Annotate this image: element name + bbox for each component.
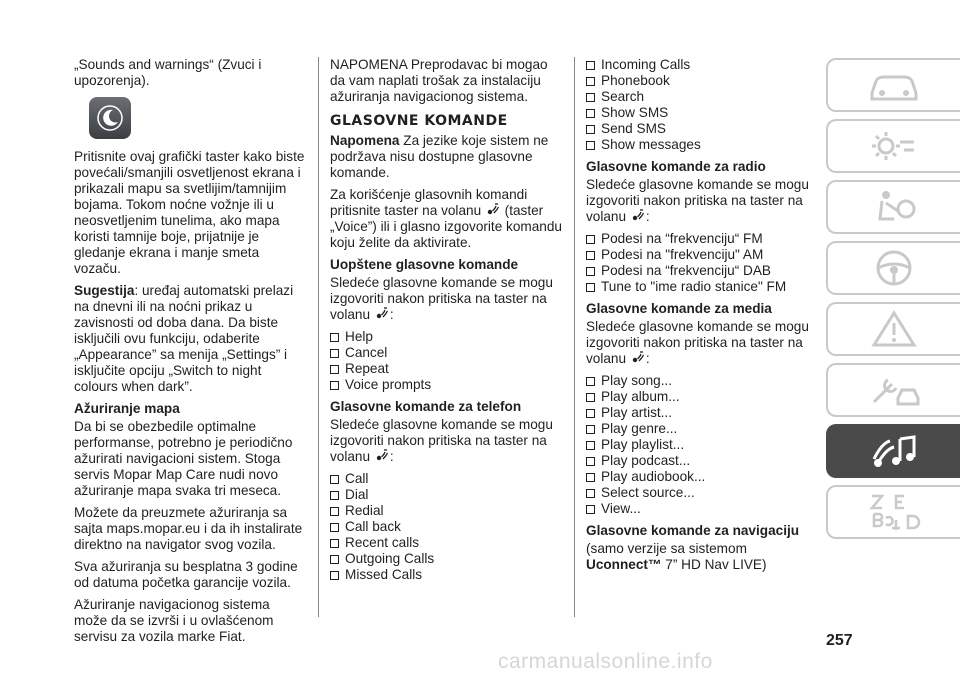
list-item — [586, 421, 811, 437]
column-2 — [330, 57, 562, 589]
checkbox-icon — [586, 77, 595, 86]
list-item-label: Voice prompts — [345, 377, 432, 392]
tab-emergency[interactable] — [826, 302, 960, 356]
nav-note — [586, 541, 811, 573]
checkbox-icon — [586, 235, 595, 244]
checkbox-icon — [586, 267, 595, 276]
tab-car[interactable] — [826, 58, 960, 112]
list-item-label: Play playlist... — [601, 437, 685, 452]
list-item — [586, 89, 811, 105]
phone-commands-intro: Sledeće glasovne komande se mogu izgovoriti nakon pritiska na taster na volanu — [330, 417, 553, 464]
list-item-label: Play podcast... — [601, 453, 691, 468]
radio-commands-intro: Sledeće glasovne komande se mogu izgovoriti nakon pritiska na taster na volanu — [586, 177, 809, 224]
general-commands-list — [330, 329, 562, 393]
list-item — [586, 373, 811, 389]
media-commands-list — [586, 373, 811, 517]
list-item-label: Play genre... — [601, 421, 678, 436]
list-item-label: View... — [601, 501, 641, 516]
list-item — [330, 567, 562, 583]
checkbox-icon — [586, 125, 595, 134]
suggestion-label: Sugestija — [74, 283, 135, 298]
steering-wheel-icon — [864, 246, 924, 290]
night-mode-description: Pritisnite ovaj grafički taster kako biste povećali/smanjili osvetljenost ekrana i prikazali mapu sa svetlijim/tamnijim bojama. Tokom noćne vožnje ili u neosvetljenim tunelima, ako mapa koristi tamnije boje, prijatnije je gledanje ekrana i manje smeta vozaču. — [74, 149, 305, 276]
checkbox-icon — [586, 489, 595, 498]
list-item — [586, 247, 811, 263]
colon: : — [645, 209, 650, 224]
voice-usage-a: Za korišćenje glasovnih komandi pritisnite taster na volanu — [330, 187, 528, 218]
list-item — [330, 487, 562, 503]
checkbox-icon — [586, 141, 595, 150]
checkbox-icon — [330, 349, 339, 358]
media-commands-text — [586, 319, 811, 367]
list-item — [330, 535, 562, 551]
heading-nav-commands: Glasovne komande za navigaciju — [586, 523, 800, 538]
list-item — [330, 519, 562, 535]
list-item-label: Show messages — [601, 137, 701, 152]
list-item-label: Call back — [345, 519, 401, 534]
list-item — [586, 121, 811, 137]
nav-note-a: (samo verzije sa sistemom — [586, 541, 747, 556]
column-3 — [586, 57, 811, 579]
list-item — [330, 361, 562, 377]
heading-map-update: Ažuriranje mapa — [74, 401, 180, 416]
general-commands-text — [330, 275, 562, 323]
list-item-label: Select source... — [601, 485, 695, 500]
general-commands-intro: Sledeće glasovne komande se mogu izgovoriti nakon pritiska na taster na volanu — [330, 275, 553, 322]
wrench-car-icon — [864, 368, 924, 412]
list-item — [586, 279, 811, 295]
seat-airbag-icon — [864, 185, 924, 229]
nav-note-b: 7” HD Nav LIVE) — [661, 557, 767, 572]
list-item — [586, 105, 811, 121]
list-item — [586, 73, 811, 89]
list-item — [586, 263, 811, 279]
checkbox-icon — [586, 473, 595, 482]
voice-button-icon — [631, 209, 645, 223]
colon: : — [645, 351, 650, 366]
list-item — [586, 405, 811, 421]
list-item-label: Incoming Calls — [601, 57, 691, 72]
list-item — [586, 137, 811, 153]
heading-general-commands: Uopštene glasovne komande — [330, 257, 519, 272]
phone-commands-list — [330, 471, 562, 583]
suggestion-text: : uređaj automatski prelazi na dnevni ili na noćni prikaz u zavisnosti od doba dana. Da biste isključili ovu funkciju, odaberite „Appearance” sa menija „Settings” i isključite opciju „Switch to night colours when dark”. — [74, 283, 294, 394]
list-item-label: Redial — [345, 503, 384, 518]
list-item-label: Repeat — [345, 361, 389, 376]
list-item — [586, 453, 811, 469]
list-item-label: Help — [345, 329, 373, 344]
watermark-footer: carmanualsonline.info — [498, 650, 713, 673]
list-item-label: Play audiobook... — [601, 469, 706, 484]
map-update-p1: Da bi se obezbedile optimalne performanse, potrebno je periodično ažurirati navigacioni sistem. Stoga servis Mopar Map Care nudi novo ažuriranje mapa svaka tri meseca. — [74, 419, 293, 498]
list-item-label: Missed Calls — [345, 567, 423, 582]
list-item-label: Podesi na “frekvenciju“ FM — [601, 231, 763, 246]
index-letters-icon — [864, 490, 924, 534]
list-item-label: Recent calls — [345, 535, 420, 550]
list-item-label: Search — [601, 89, 645, 104]
radio-commands-list — [586, 231, 811, 295]
map-update-p2: Možete da preuzmete ažuriranja sa sajta maps.mopar.eu i da ih instalirate direktno na navigator svog vozila. — [74, 505, 303, 552]
list-item — [330, 503, 562, 519]
heading-voice-commands: GLASOVNE KOMANDE — [330, 113, 508, 129]
media-commands-intro: Sledeće glasovne komande se mogu izgovoriti nakon pritiska na taster na volanu — [586, 319, 809, 366]
dashboard-lights-icon — [864, 124, 924, 168]
checkbox-icon — [586, 505, 595, 514]
phone-commands-list-continued — [586, 57, 811, 153]
checkbox-icon — [330, 539, 339, 548]
checkbox-icon — [586, 61, 595, 70]
checkbox-icon — [330, 523, 339, 532]
list-item — [586, 469, 811, 485]
column-divider — [574, 57, 575, 617]
heading-media-commands: Glasovne komande za media — [586, 301, 772, 316]
note-text: Za jezike koje sistem ne podržava nisu dostupne glasovne komande. — [330, 133, 549, 180]
tab-multimedia[interactable] — [826, 424, 960, 478]
checkbox-icon — [586, 409, 595, 418]
heading-radio-commands: Glasovne komande za radio — [586, 159, 766, 174]
voice-button-icon — [486, 203, 500, 217]
radio-commands-text — [586, 177, 811, 225]
voice-usage-text — [330, 187, 562, 251]
checkbox-icon — [586, 109, 595, 118]
column-divider — [318, 57, 319, 617]
checkbox-icon — [586, 377, 595, 386]
tab-maintenance[interactable] — [826, 363, 960, 417]
list-item — [330, 471, 562, 487]
list-item — [330, 329, 562, 345]
tab-safety[interactable] — [826, 180, 960, 234]
checkbox-icon — [330, 381, 339, 390]
list-item-label: Outgoing Calls — [345, 551, 435, 566]
checkbox-icon — [586, 457, 595, 466]
checkbox-icon — [330, 365, 339, 374]
list-item-label: Phonebook — [601, 73, 670, 88]
page-number: 257 — [826, 632, 853, 649]
map-update-p3: Sva ažuriranja su besplatna 3 godine od datuma početka garancije vozila. — [74, 559, 298, 590]
list-item — [586, 389, 811, 405]
colon: : — [389, 307, 394, 322]
list-item-label: Cancel — [345, 345, 388, 360]
checkbox-icon — [586, 425, 595, 434]
list-item-label: Send SMS — [601, 121, 666, 136]
voice-button-icon — [375, 449, 389, 463]
list-item-label: Play album... — [601, 389, 680, 404]
checkbox-icon — [586, 93, 595, 102]
voice-button-icon — [375, 307, 389, 321]
multimedia-icon — [864, 429, 924, 473]
chapter-tabs — [826, 58, 960, 546]
note-label: Napomena — [330, 133, 400, 148]
checkbox-icon — [330, 333, 339, 342]
checkbox-icon — [586, 283, 595, 292]
intro-text: „Sounds and warnings“ (Zvuci i upozorenja). — [74, 57, 262, 88]
language-note — [330, 133, 562, 181]
colon: : — [389, 449, 394, 464]
nav-note-brand: Uconnect™ — [586, 557, 662, 572]
map-update-p4: Ažuriranje navigacionog sistema može da se izvrši i u ovlašćenom servisu za vozila marke Fiat. — [74, 597, 274, 644]
voice-button-icon — [631, 351, 645, 365]
list-item-label: Show SMS — [601, 105, 669, 120]
list-item-label: Call — [345, 471, 369, 486]
checkbox-icon — [586, 441, 595, 450]
list-item — [586, 437, 811, 453]
column-1 — [74, 57, 306, 651]
checkbox-icon — [586, 393, 595, 402]
phone-commands-text — [330, 417, 562, 465]
tab-dashboard[interactable] — [826, 119, 960, 173]
list-item — [330, 551, 562, 567]
list-item-label: Play song... — [601, 373, 673, 388]
list-item — [330, 377, 562, 393]
tab-driving[interactable] — [826, 241, 960, 295]
list-item — [586, 231, 811, 247]
checkbox-icon — [330, 555, 339, 564]
heading-phone-commands: Glasovne komande za telefon — [330, 399, 522, 414]
list-item — [586, 501, 811, 517]
car-icon — [864, 63, 924, 107]
list-item — [586, 485, 811, 501]
list-item-label: Play artist... — [601, 405, 673, 420]
night-mode-icon — [89, 97, 131, 139]
tab-index[interactable] — [826, 485, 960, 539]
voice-usage-b: (taster „Voice”) ili i glasno izgovorite komandu koju želite da aktivirate. — [330, 203, 562, 250]
checkbox-icon — [330, 475, 339, 484]
checkbox-icon — [330, 491, 339, 500]
list-item-label: Dial — [345, 487, 369, 502]
checkbox-icon — [330, 571, 339, 580]
list-item-label: Podesi na “frekvenciju“ DAB — [601, 263, 771, 278]
install-note: NAPOMENA Preprodavac bi mogao da vam naplati trošak za instalaciju ažuriranja navigacionog sistema. — [330, 57, 548, 104]
suggestion-paragraph — [74, 283, 306, 395]
list-item-label: Tune to "ime radio stanice" FM — [601, 279, 787, 294]
checkbox-icon — [586, 251, 595, 260]
checkbox-icon — [330, 507, 339, 516]
warning-triangle-icon — [864, 307, 924, 351]
list-item — [330, 345, 562, 361]
list-item — [586, 57, 811, 73]
list-item-label: Podesi na "frekvenciju" AM — [601, 247, 764, 262]
